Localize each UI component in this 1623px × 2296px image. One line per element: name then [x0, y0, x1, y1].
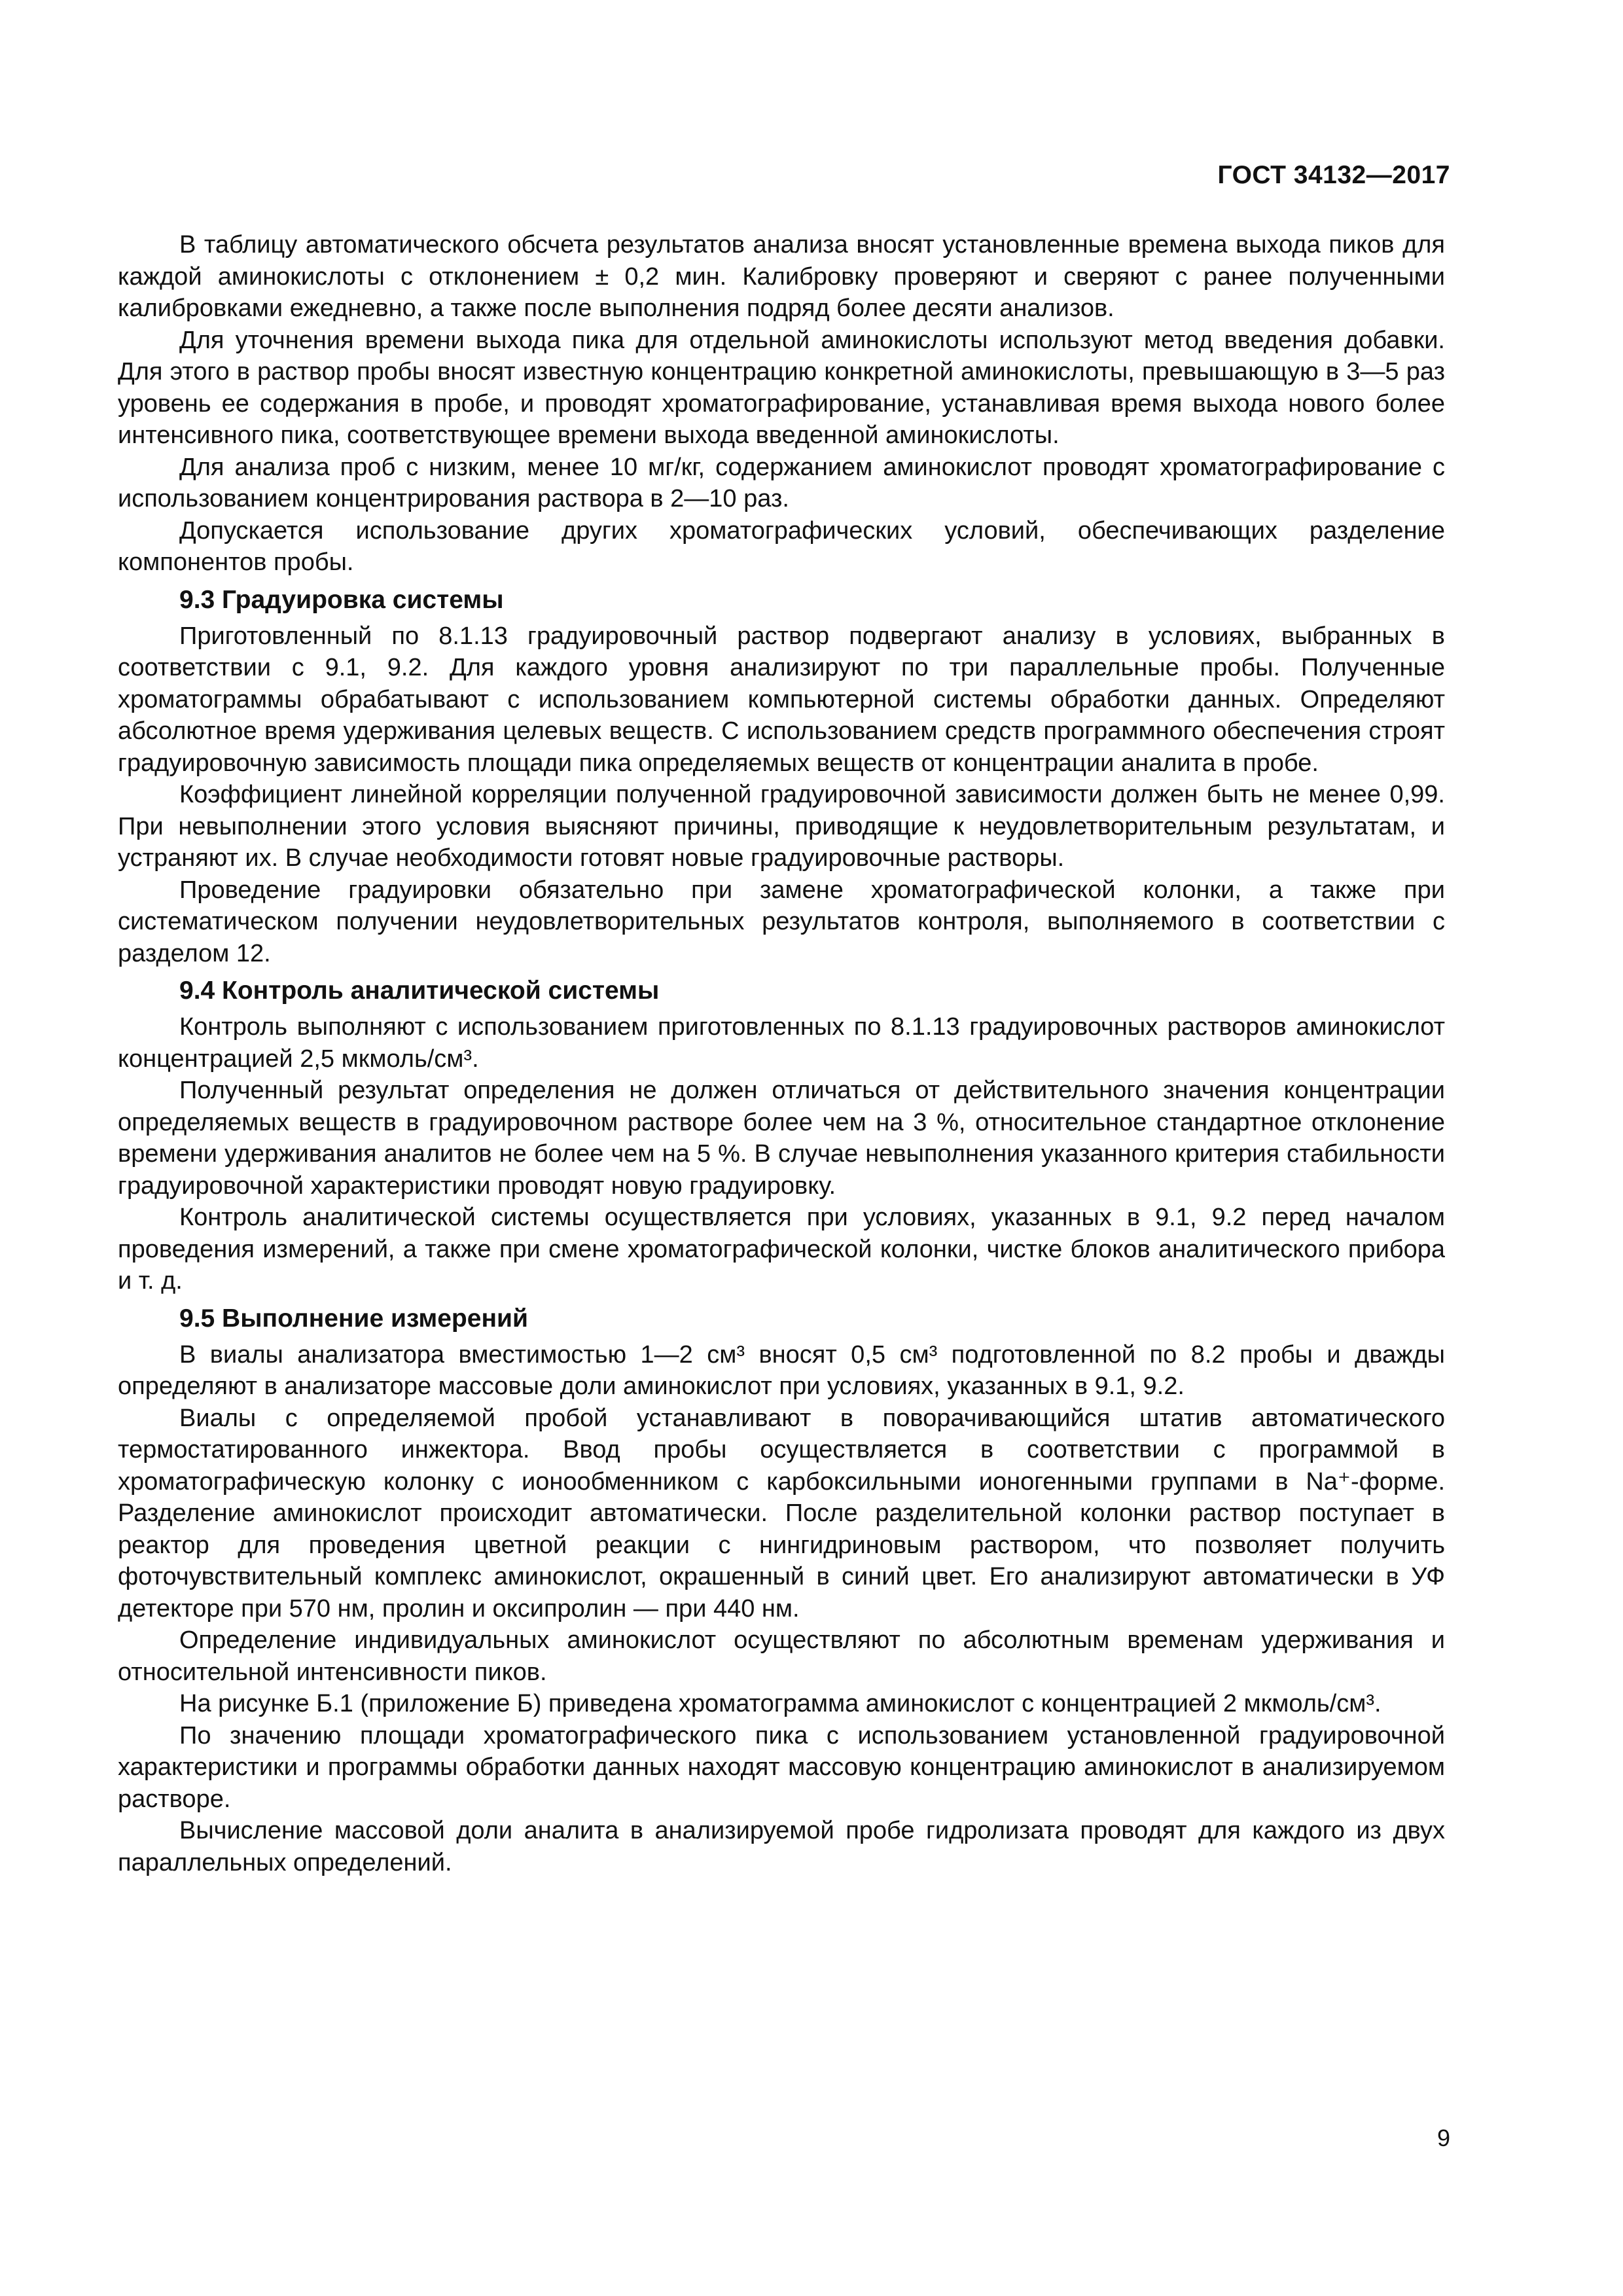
- paragraph: Коэффициент линейной корреляции полученной градуировочной зависимости должен быть не менее 0,99. При невыполнении этого условия выясняют причины, приводящие к неудовлетворительным результатам, и устраняют их. В случае необходимости готовят новые градуировочные растворы.: [118, 781, 1445, 872]
- document-code-header: ГОСТ 34132—2017: [1217, 161, 1450, 189]
- paragraph: По значению площади хроматографического пика с использованием установленной градуировочной характеристики и программы обработки данных находят массовую концентрацию аминокислот в анализируемом растворе.: [118, 1721, 1445, 1813]
- paragraph: Для уточнения времени выхода пика для отдельной аминокислоты используют метод введения добавки. Для этого в раствор пробы вносят известную концентрацию конкретной аминокислоты, превышающую в 3—5 раз уровень ее содержания в пробе, и проводят хроматографирование, устанавливая время выхода нового более интенсивного пика, соответствующее времени выхода введенной аминокислоты.: [118, 326, 1445, 449]
- paragraph: В таблицу автоматического обсчета результатов анализа вносят установленные времена выхода пиков для каждой аминокислоты с отклонением ± 0,2 мин. Калибровку проверяют и сверяют с ранее полученными калибровками ежедневно, а также после выполнения подряд более десяти анализов.: [118, 231, 1445, 322]
- paragraph: Для анализа проб с низким, менее 10 мг/кг, содержанием аминокислот проводят хроматографирование с использованием концентрирования раствора в 2—10 раз.: [118, 453, 1445, 512]
- paragraph: На рисунке Б.1 (приложение Б) приведена хроматограмма аминокислот с концентрацией 2 мкмоль/см³.: [179, 1690, 1382, 1717]
- paragraph: Вычисление массовой доли аналита в анализируемой пробе гидролизата проводят для каждого из двух параллельных определений.: [118, 1817, 1445, 1876]
- section-heading-9-3: 9.3 Градуировка системы: [179, 585, 504, 614]
- document-body: [118, 229, 1445, 1878]
- paragraph: Полученный результат определения не должен отличаться от действительного значения концентрации определяемых веществ в градуировочном растворе более чем на 3 %, относительное стандартное отклонение времени удерживания аналитов не более чем на 5 %. В случае невыполнения указанного критерия стабильности градуировочной характеристики проводят новую градуировку.: [118, 1077, 1445, 1200]
- page-number: 9: [1436, 2125, 1450, 2151]
- paragraph: Приготовленный по 8.1.13 градуировочный раствор подвергают анализу в условиях, выбранных в соответствии с 9.1, 9.2. Для каждого уровня анализируют по три параллельные пробы. Полученные хроматограммы обрабатывают с использованием компьютерной системы обработки данных. Определяют абсолютное время удерживания целевых веществ. С использованием средств программного обеспечения строят градуировочную зависимость площади пика определяемых веществ от концентрации аналита в пробе.: [118, 622, 1445, 777]
- section-heading-9-5: 9.5 Выполнение измерений: [179, 1304, 528, 1333]
- paragraph: Проведение градуировки обязательно при замене хроматографической колонки, а также при систематическом получении неудовлетворительных результатов контроля, выполняемого в соответствии с разделом 12.: [118, 876, 1445, 967]
- paragraph: Контроль выполняют с использованием приготовленных по 8.1.13 градуировочных растворов аминокислот концентрацией 2,5 мкмоль/см³.: [118, 1013, 1445, 1073]
- paragraph: В виалы анализатора вместимостью 1—2 см³ вносят 0,5 см³ подготовленной по 8.2 пробы и дважды определяют в анализаторе массовые доли аминокислот при условиях, указанных в 9.1, 9.2.: [118, 1340, 1445, 1400]
- paragraph: Виалы с определяемой пробой устанавливают в поворачивающийся штатив автоматического термостатированного инжектора. Ввод пробы осуществляется в соответствии с программой в хроматографическую колонку с ионообменником с карбоксильными ионогенными группами в Na⁺-форме. Разделение аминокислот происходит автоматически. После разделительной колонки раствор поступает в реактор для проведения цветной реакции с нингидриновым раствором, что позволяет получить фоточувствительный комплекс аминокислот, окрашенный в синий цвет. Его анализируют автоматически в УФ детекторе при 570 нм, пролин и оксипролин — при 440 нм.: [118, 1404, 1445, 1623]
- paragraph: Определение индивидуальных аминокислот осуществляют по абсолютным временам удерживания и относительной интенсивности пиков.: [118, 1626, 1445, 1686]
- paragraph: Допускается использование других хроматографических условий, обеспечивающих разделение компонентов пробы.: [118, 516, 1445, 576]
- section-heading-9-4: 9.4 Контроль аналитической системы: [179, 977, 660, 1005]
- paragraph: Контроль аналитической системы осуществляется при условиях, указанных в 9.1, 9.2 перед началом проведения измерений, а также при смене хроматографической колонки, чистке блоков аналитического прибора и т. д.: [118, 1204, 1445, 1295]
